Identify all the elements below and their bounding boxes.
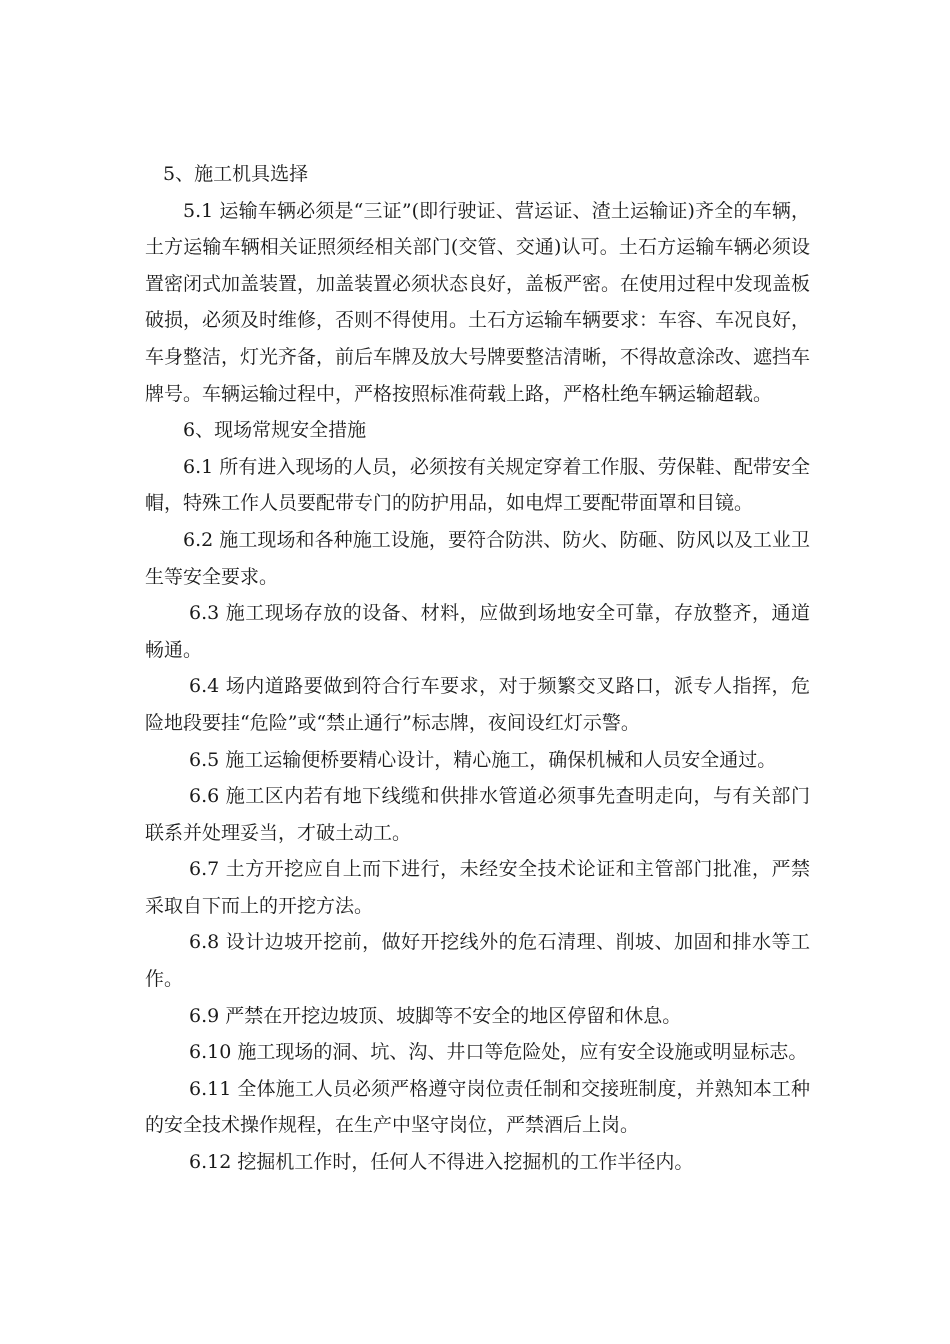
paragraph-6-2: 6.2 施工现场和各种施工设施，要符合防洪、防火、防砸、防风以及工业卫生等安全要求。 [145,528,810,588]
paragraph-6-3: 6.3 施工现场存放的设备、材料，应做到场地安全可靠，存放整齐，通道畅通。 [145,602,810,661]
paragraph-6-4: 6.4 场内道路要做到符合行车要求，对于频繁交叉路口，派专人指挥，危险地段要挂“危险”或“禁止通行”标志牌，夜间设红灯示警。 [145,675,810,734]
paragraph-6-8: 6.8 设计边坡开挖前，做好开挖线外的危石清理、削坡、加固和排水等工作。 [145,931,810,991]
paragraph-6-5: 6.5 施工运输便桥要精心设计，精心施工，确保机械和人员安全通过。 [189,748,777,771]
paragraph-6-1: 6.1 所有进入现场的人员，必须按有关规定穿着工作服、劳保鞋、配带安全帽，特殊工作人员要配带专门的防护用品，如电焊工要配带面罩和目镜。 [145,455,810,515]
section-5-heading: 5、施工机具选择 [163,163,309,185]
section-6-heading: 6、现场常规安全措施 [183,419,367,442]
paragraph-6-11: 6.11 全体施工人员必须严格遵守岗位责任制和交接班制度，并熟知本工种的安全技术操作规程，在生产中坚守岗位，严禁酒后上岗。 [145,1077,810,1137]
paragraph-6-6: 6.6 施工区内若有地下线缆和供排水管道必须事先查明走向，与有关部门联系并处理妥当，才破土动工。 [145,785,810,844]
document-body [145,156,810,1181]
paragraph-6-7: 6.7 土方开挖应自上而下进行，未经安全技术论证和主管部门批准，严禁采取自下而上的开挖方法。 [145,858,810,917]
paragraph-6-9: 6.9 严禁在开挖边坡顶、坡脚等不安全的地区停留和休息。 [189,1004,682,1027]
paragraph-6-12: 6.12 挖掘机工作时，任何人不得进入挖掘机的工作半径内。 [189,1151,694,1174]
paragraph-5-1: 5.1 运输车辆必须是“三证”(即行驶证、营运证、渣土运输证)齐全的车辆，土方运输车辆相关证照须经相关部门(交管、交通)认可。土石方运输车辆必须设置密闭式加盖装置，加盖装置必须状态良好，盖板严密。在使用过程中发现盖板破损，必须及时维修，否则不得使用。土石方运输车辆要求：车容、车况良好，车身整洁，灯光齐备，前后车牌及放大号牌要整洁清晰，不得故意涂改、遮挡车牌号。车辆运输过程中，严格按照标准荷载上路，严格杜绝车辆运输超载。 [145,199,811,405]
paragraph-6-10: 6.10 施工现场的洞、坑、沟、井口等危险处，应有安全设施或明显标志。 [189,1041,808,1064]
